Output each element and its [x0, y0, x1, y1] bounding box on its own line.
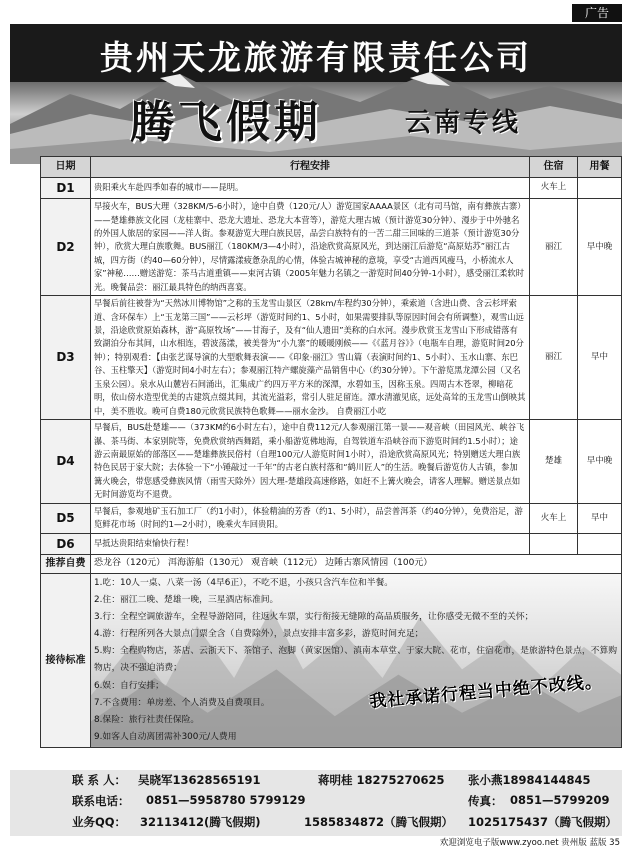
- day-meal: 早中晚: [578, 420, 622, 504]
- rule-line: 3.行：全程空调旅游车，全程导游陪同，往返火车票，实行衔接无缝隙的高品质服务，让你感受无微不至的关怀；: [94, 611, 534, 622]
- day-label: D2: [41, 199, 91, 296]
- qq-label: 业务QQ：: [72, 815, 127, 829]
- day-stay: 丽江: [530, 199, 578, 296]
- header-stay: 住宿: [530, 157, 578, 178]
- day-stay: 火车上: [530, 503, 578, 533]
- day-label: D6: [41, 533, 91, 555]
- day-itinerary: 早抵达贵阳结束愉快行程！: [91, 533, 530, 555]
- header-day: 日期: [41, 157, 91, 178]
- contact-person-label: 联 系 人：: [72, 773, 127, 787]
- day-stay: 火车上: [530, 177, 578, 199]
- route-subtitle: 云南专线: [405, 108, 522, 138]
- rules-label: 接待标准: [41, 573, 91, 747]
- day-stay: 丽江: [530, 296, 578, 420]
- rule-line: 1.吃：10人一桌、八菜一汤（4早6正），不吃不退，小孩只含汽车位和半餐。: [94, 577, 394, 588]
- rule-line: 5.购：全程购物店，茶店、云浙天下、茶馆子、泡脚（黄家医馆）、滇南本草堂、于家大院、花市，住宿花市，是旅游特色景点，不算购物店，决不强迫消费；: [94, 646, 618, 674]
- itinerary-table: [40, 156, 622, 748]
- rules-row: [41, 573, 622, 747]
- contact-person-1: 吴晓军13628565191: [138, 773, 261, 787]
- day-itinerary: 贵阳乘火车赴四季如春的城市——昆明。: [91, 177, 530, 199]
- day-meal: [578, 533, 622, 555]
- qq-1: 32113412(腾飞假期): [140, 815, 261, 829]
- table-row: [41, 296, 622, 420]
- qq-3: 1025175437（腾飞假期）: [468, 815, 618, 829]
- rule-line: 4.游：行程所列各大景点门票全含（自费除外），景点安排丰富多彩，游览时间充足；: [94, 629, 424, 640]
- contact-qq-row: [10, 814, 622, 834]
- fax-number: 0851—5799209: [510, 793, 610, 807]
- contact-person-3: 张小燕18984144845: [468, 773, 591, 787]
- self-paid-label: 推荐自费: [41, 555, 91, 574]
- day-label: D1: [41, 177, 91, 199]
- day-meal: [578, 177, 622, 199]
- header-itinerary: 行程安排: [91, 157, 530, 178]
- fax-label: 传真：: [468, 794, 503, 808]
- rule-line: 9.如客人自动离团需补300元/人费用: [94, 731, 237, 742]
- day-label: D4: [41, 420, 91, 504]
- header-banner: [10, 24, 622, 164]
- day-stay: 楚雄: [530, 420, 578, 504]
- self-paid-row: [41, 555, 622, 574]
- contact-phone-row: [10, 793, 622, 813]
- day-stay: [530, 533, 578, 555]
- page-footer: 欢迎浏览电子版www.zyoo.net 贵州版 蓝版 35: [439, 838, 620, 848]
- rule-line: 6.娱：自行安排；: [94, 680, 164, 691]
- contact-block: [10, 770, 622, 836]
- day-itinerary: 早餐后，参观地矿玉石加工厂（约1小时），体验精油的芳香（约1、5小时），品尝普洱茶（约40分钟），免费浴足，游览鲜花市场（时间约1—2小时），晚乘火车回贵阳。: [91, 503, 530, 533]
- rule-line: 2.住：丽江二晚、楚雄一晚，三星酒店标准间。: [94, 594, 279, 605]
- table-row: [41, 199, 622, 296]
- day-itinerary: 早餐后前往被誉为“天然冰川博物馆”之称的玉龙雪山景区（28km/车程约30分钟），乘索道（含进山费、含云杉坪索道、含环保车）上“玉龙第三国”——云杉坪（游览时间约1、5小时，如果需要排队等原因时间会有所调整），观雪山远景，沿途欣赏原始森林，游“高原牧场”——甘海子，及有“仙人遗田”美称的白水河。漫步欣赏玉龙雪山下形成错落有致湖泊分布其间，山水相连，碧波荡漾，被美誉为“小九寨”的暖暖刚候——《《蓝月谷》》（电瓶车自理，游览时间20分钟）；特别观看：【由张艺谋导演的大型歌舞表演——《印象·丽江》雪山篇（表演时间约1、5小时）、玉水山寨、东巴谷、玉柱擎天】（游览时间4小时左右）；参观丽江特产螺旋藻产品销售中心（约30分钟）。下午游览黑龙潭公园（又名玉泉公园）。泉水从山麓岩石间涌出，汇集成广约四万平方米的深潭，水碧如玉，因称玉泉。四周古木苍翠，柳暗花明，依山傍水造型优美的古建筑点缀其间，其流光溢彩，常引人驻足留连。潭水清澈见底，远处高耸的玉龙雪山倒映其中，美不胜收。晚可自费180元欣赏民族特色歌舞——丽水金沙。 自费丽江小吃: [91, 296, 530, 420]
- phone-number: 0851—5958780 5799129: [146, 793, 306, 807]
- day-itinerary: 早餐后，BUS赴楚雄——（373KM约6小时左右），途中自费112元/人参观丽江第一景——观音峡（田园风光、峡谷飞瀑、茶马街、本家别院等，免费欣赏纳西舞蹈，乘小船游览佛地海，自驾铁道车沿峡谷而下游览时间约1.5小时）；途游云南最原始的部落区——楚雄彝族民俗村（自理100元/人游览时间1小时），沿途欣赏高原风光；特别赠送大理白族特色民居于家大院；去体验一下“小锤敲过一千年”的古老白族村落和“鹤川匠人”的生活。晚餐后游览仿人古镇，参加篝火晚会，带您感受彝族风情（雨雪天除外）因大理-楚雄段高速修路，如赶不上篝火晚会，请客人理解。赠送景点如无时间游览均不退费。: [91, 420, 530, 504]
- header-meal: 用餐: [578, 157, 622, 178]
- rule-line: 7.不含费用：单房差、个人消费及自费项目。: [94, 697, 270, 708]
- company-name: 贵州天龙旅游有限责任公司: [100, 38, 532, 77]
- day-label: D5: [41, 503, 91, 533]
- product-title: 腾飞假期: [130, 97, 322, 148]
- table-row: [41, 420, 622, 504]
- table-row: [41, 533, 622, 555]
- contact-person-2: 蒋明桂 18275270625: [318, 773, 445, 787]
- rules-content: [91, 573, 622, 747]
- contact-person-row: [10, 772, 622, 792]
- phone-label: 联系电话：: [72, 794, 130, 808]
- self-paid-text: 恐龙谷（120元） 洱海游船（130元） 观音峡（112元） 边陲古寨风情园（100元）: [91, 555, 622, 574]
- day-meal: 早中: [578, 296, 622, 420]
- qq-2: 1585834872（腾飞假期）: [304, 815, 454, 829]
- day-itinerary: 早接火车，BUS大理（328KM/5-6小时），途中自费（120元/人）游览国家AAAA景区（北有司马馆，南有彝族古寨）——楚雄彝族文化园（龙桂寨中、恐龙大遗址、恐龙大本营等），游览大理古城（预计游览30分钟）、漫步于中外驰名的外国人旅居的家园——洋人街。参观游览大理白族民居，品尝白族特有的一苦二甜三回味的三道茶（预计游览30分钟），欣赏大理白族歌舞。BUS丽江（180KM/3—4小时），沿途欣赏高原风光，到达丽江后游览“高原姑苏”丽江古城，四方街（约40—60分钟），尽情露漾疲惫杂乱的心情，体验古城神秘的意境，享受“古道西风瘦马，小桥流水人家”神秘……赠送游览：茶马古道重镇——束河古镇（2005年魅力名镇之一游览时间40分钟-1小时），感受丽江柔软时光。晚餐品尝：丽江最具特色的纳西喜宴。: [91, 199, 530, 296]
- table-row: [41, 177, 622, 199]
- day-meal: 早中晚: [578, 199, 622, 296]
- ad-tag: 广告: [572, 4, 622, 22]
- table-header-row: [41, 157, 622, 178]
- day-label: D3: [41, 296, 91, 420]
- day-meal: 早中: [578, 503, 622, 533]
- rule-line: 8.保险：旅行社责任保险。: [94, 714, 200, 725]
- no-route-change-promise: 我社承诺行程当中绝不改线。: [368, 671, 604, 713]
- table-row: [41, 503, 622, 533]
